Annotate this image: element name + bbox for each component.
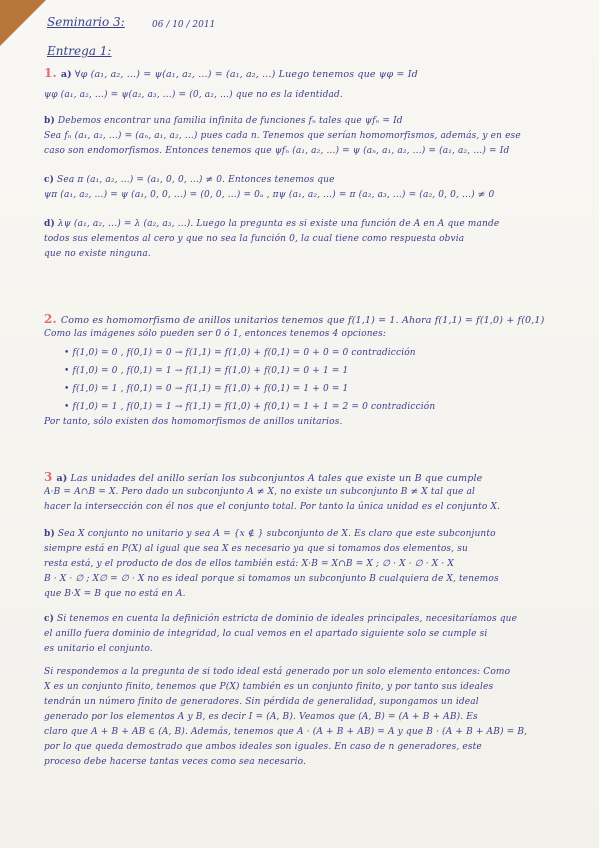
problem-3-number: 3 [44,470,53,484]
p1-c-label: c) [44,175,55,185]
p3-c-line-1 [44,612,564,627]
p3-c-line-2: el anillo fuera dominio de integridad, lo cual vemos en el apartado siguiente solo se cumple si [44,629,488,639]
p1-d-label: d) [44,219,55,229]
p2-bullet-2: • f(1,0) = 0 , f(0,1) = 1 → f(1,1) = f(1,0) + f(0,1) = 0 + 1 = 1 [64,366,349,376]
p3-c-line-8: claro que A + B + AB ∈ (A, B). Además, tenemos que A · (A + B + AB) = A y que B · (A + B + AB) = B, [44,727,528,737]
p1-b-label: b) [44,116,55,126]
p1-d-line-1 [44,217,564,232]
p2-line-1 [44,312,564,327]
p1-d-line-2: todos sus elementos al cero y que no sea la función 0, la cual tiene como respuesta obvia [44,234,465,244]
p1-a-line-1 [44,66,564,81]
p1-c-text-1: Sea π (a₁, a₂, ...) = (a₁, 0, 0, ...) ≠ 0. Entonces tenemos que [57,175,335,185]
p1-c-line-2: ψπ (a₁, a₂, ...) = ψ (a₁, 0, 0, ...) = (0, 0, ...) = 0ₐ , πψ (a₁, a₂, ...) = π (a₂, a₃, ...) = (a₂, 0, 0, ...) ≠ 0 [44,190,495,200]
p3-c-line-7: generado por los elementos A y B, es decir I = (A, B). Veamos que (A, B) = (A + B + AB). Es [44,712,478,722]
p3-b-text-1: Sea X conjunto no unitario y sea A = {x ∉ } subconjunto de X. Es claro que este subconjunto [57,529,496,539]
p1-d-text-1: λψ (a₁, a₂, ...) = λ (a₂, a₃, ...). Luego la pregunta es si existe una función de A en A que mande [57,219,500,229]
p1-b-text-1: Debemos encontrar una familia infinita de funciones fₙ tales que ψfₙ = Id [57,116,403,126]
p1-a-text-1: ∀φ (a₁, a₂, ...) = ψ(a₁, a₂, ...) = (a₁, a₂, ...) Luego tenemos que ψφ = Id [74,69,418,80]
page-date: 06 / 10 / 2011 [152,20,216,30]
problem-2-number: 2. [44,312,57,326]
p3-b-line-3: resta está, y el producto de dos de ellos también está: X·B = X∩B = X ; ∅ · X · ∅ · X · X [44,559,454,569]
p1-b-line-3: caso son endomorfismos. Entonces tenemos que ψfₙ (a₁, a₂, ...) = ψ (aₙ, a₁, a₂, ...) = (a₁, a₂, ...) = Id [44,146,510,156]
p3-c-label: c) [44,614,55,624]
p2-bullet-4: • f(1,0) = 1 , f(0,1) = 1 → f(1,1) = f(1,0) + f(0,1) = 1 + 1 = 2 = 0 contradicción [64,402,436,412]
problem-1-number: 1. [44,66,57,80]
problem-1 [44,66,564,262]
p1-a-label: a) [60,69,72,80]
p3-c-line-9: por lo que queda demostrado que ambos ideales son iguales. En caso de n generadores, este [44,742,482,752]
p1-d-line-3: que no existe ninguna. [44,249,151,259]
p3-a-label: a) [56,473,68,484]
p2-bullet-3: • f(1,0) = 1 , f(0,1) = 0 → f(1,1) = f(1,0) + f(0,1) = 1 + 0 = 1 [64,384,349,394]
p3-a-line-2: A·B = A∩B = X. Pero dado un subconjunto A ≠ X, no existe un subconjunto B ≠ X tal que al [44,487,476,497]
p3-b-line-2: siempre está en P(X) al igual que sea X es necesario ya que si tomamos dos elementos, su [44,544,468,554]
p1-b-line-2: Sea fₙ (a₁, a₂, ...) = (aₙ, a₁, a₂, ...) pues cada n. Tenemos que serían homomorfismos, además, y en ese [44,131,521,141]
p3-c-line-5: X es un conjunto finito, tenemos que P(X) también es un conjunto finito, y por tanto sus ideales [44,682,494,692]
p3-a-text-1: Las unidades del anillo serían los subconjuntos A tales que existe un B que cumple [70,473,483,484]
page-corner [0,0,46,46]
problem-3 [44,470,564,770]
p3-a-line-3: hacer la intersección con él nos que el conjunto total. Por tanto la única unidad es el conjunto X. [44,502,501,512]
p2-bullet-1: • f(1,0) = 0 , f(0,1) = 0 → f(1,1) = f(1,0) + f(0,1) = 0 + 0 = 0 contradicción [64,348,416,358]
p3-b-label: b) [44,529,55,539]
p3-a-line-1 [44,470,564,485]
p3-b-line-1 [44,527,564,542]
p1-b-line-1 [44,114,564,129]
section-heading: Entrega 1: [47,44,112,58]
p3-c-line-4: Si respondemos a la pregunta de si todo ideal está generado por un solo elemento entonces: Como [44,667,511,677]
page-title: Seminario 3: [47,15,125,29]
p2-line-3: Por tanto, sólo existen dos homomorfismos de anillos unitarios. [44,417,343,427]
problem-2 [44,312,564,430]
p3-c-line-6: tendrán un número finito de generadores. Sin pérdida de generalidad, supongamos un ideal [44,697,479,707]
p3-c-line-10: proceso debe hacerse tantas veces como sea necesario. [44,757,307,767]
p1-a-line-2: ψφ (a₁, a₂, ...) = ψ(a₂, a₃, ...) = (0, a₂, ...) que no es la identidad. [44,90,343,100]
p2-line-2: Como las imágenes sólo pueden ser 0 ó 1, entonces tenemos 4 opciones: [44,329,387,339]
p3-c-text-1: Si tenemos en cuenta la definición estricta de dominio de ideales principales, necesitaríamos que [57,614,518,624]
p3-b-line-5: que B·X = B que no está en A. [44,589,186,599]
p2-text-1: Como es homomorfismo de anillos unitarios tenemos que f(1,1) = 1. Ahora f(1,1) = f(1,0) + f(0,1) [60,315,545,326]
p3-c-line-3: es unitario el conjunto. [44,644,153,654]
p3-b-line-4: B · X · ∅ ; X∅ = ∅ · X no es ideal porque si tomamos un subconjunto B cualquiera de X, tenemos [44,574,499,584]
p1-c-line-1 [44,173,564,188]
